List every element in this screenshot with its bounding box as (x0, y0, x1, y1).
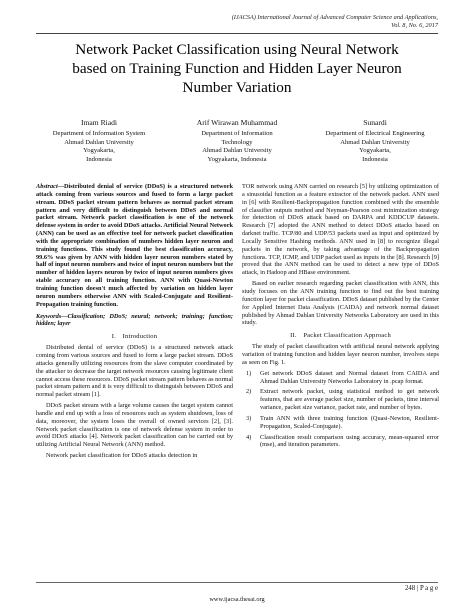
intro-paragraph-2: DDoS packet stream with a large volume causes the target system cannot handle and end up with a loss of resources such as system shutdown, loss of data, moreover, the system loses the overall of owned services [2], [3]. Network packet classification is one of network defense system in order to avoid DDoS attacks [4]. Network packet classification can be carried out by utilizing Artificial Neural Network (ANN) method. (36, 402, 233, 449)
list-item (242, 388, 439, 412)
journal-name: (IJACSA) International Journal of Advanced Computer Science and Applications, (231, 14, 438, 21)
affiliation-line: Yogyakarta, (359, 147, 391, 155)
abstract-lead: Abstract (36, 183, 58, 190)
author-name: Imam Riadi (80, 118, 118, 127)
affiliation-line: Ahmad Dahlan University (340, 138, 410, 146)
affiliation-line: Ahmad Dahlan University (64, 138, 134, 146)
title-line: based on Training Function and Hidden Layer Neuron (72, 60, 402, 77)
intro-paragraph-1: Distributed denial of service (DDoS) is a structured network attack coming from various sources and fused to form a large packet stream. DDoS attacks generally utilizing resources from the slave computer coordinated by the attacker to decrease the target network resources causing legitimate client cannot access these resources. DDoS packet stream pattern behaves as normal packet stream pattern and it is very difficult to distinguish between DDoS and normal packet stream [1]. (36, 344, 233, 399)
author-3 (306, 119, 444, 164)
approach-paragraph: The study of packet classification with artificial neural network applying variation of training function and hidden layer neuron number, involves steps as seen on Fig. 1. (242, 343, 439, 366)
step-number: 3) (246, 414, 252, 422)
affiliation-line: Yogyakarta, Indonesia (207, 155, 267, 163)
title-line: Number Variation (182, 79, 292, 96)
step-number: 2) (246, 388, 252, 396)
footer-rule (36, 582, 438, 583)
author-2 (168, 119, 306, 164)
page-number: 248 | P a g e (404, 585, 438, 592)
steps-list (242, 370, 439, 450)
author-1 (30, 119, 168, 164)
list-item (242, 434, 439, 450)
title-line: Network Packet Classification using Neural Network (75, 41, 399, 58)
related-work-paragraph: TOR network using ANN carried on research [5] by utilizing optimization of a sinusoidal function as a feature extractor of the network packet. ANN used in [6] with Resilient-Backpropagation function combined with the ensemble of classifier outputs method and Neyman-Pearson cost minimization strategy for detection of DDoS attack based on DARPA and KDDCUP datasets. Research [7] adopted the ANN method to detect DDoS attacks based on darknet traffic. TCP/80 and UDP/53 packets used as input and optimized by Locally Sensitive Hashing methods. ANN used in [8] to recognize illegal packets in the network, by taking advantage of the Backpropagation functions. TCP, ICMP, and UDP packet used as inputs in the [8]. Research [9] proved that the ANN method can be used to detect a new type of DDoS attack, in Hadoop and HBase environment. (242, 183, 439, 277)
study-focus-paragraph: Based on earlier research regarding packet classification with ANN, this study focuses on the ANN training function to find out the best training function layer for packet classification. DDoS dataset published by the Center for Applied Internet Data Analysis (CAIDA) and network normal dataset published by Ahmad Dahlan University Networks Laboratory are used in this study. (242, 280, 439, 327)
section-heading-approach: II. Packet Classification Approach (290, 332, 391, 340)
affiliation-line: Ahmad Dahlan University (202, 147, 272, 155)
step-text: Classification result comparison using accuracy, mean-squared error (mse), and iteration parameters. (260, 433, 439, 449)
affiliation-line: Department of Electrical Engineering (325, 130, 425, 138)
header-rule (36, 33, 438, 34)
journal-volume: Vol. 8, No. 6, 2017 (391, 22, 438, 29)
section-heading-introduction: I. Introduction (111, 333, 158, 341)
journal-header (232, 14, 438, 30)
affiliation-line: Indonesia (86, 155, 112, 163)
affiliation-line: Indonesia (362, 155, 388, 163)
list-item (242, 415, 439, 431)
affiliation-line: Yogyakarta, (83, 147, 115, 155)
abstract (36, 183, 233, 309)
author-name: Arif Wirawan Muhammad (196, 118, 278, 127)
journal-website[interactable]: www.ijacsa.thesai.org (209, 596, 265, 603)
author-name: Sunardi (363, 118, 387, 127)
keywords: Keywords—Classification; DDoS; neural; network; training; function; hidden; layer (36, 312, 233, 328)
affiliation-line: Technology (221, 138, 253, 146)
list-item (242, 370, 439, 386)
abstract-text: —Distributed denial of service (DDoS) is a structured network attack coming from various sources and fused to form a large packet stream. DDoS packet stream pattern behaves as normal packet stream pattern and very difficult to distinguish between DDoS and normal packet stream. Network packet classification is one of the network defense system in order to avoid DDoS attacks. Artificial Neural Network (ANN) can be used as an effective tool for network packet classification with the appropriate combination of numbers hidden layer neuron and training functions. This study found the best classification accuracy, 99.6% was given by ANN with hidden layer neuron numbers stated by half of input neuron numbers and twice of input neuron numbers but the number of hidden layers neuron by twice of input neuron numbers gives stable accuracy on all training function. ANN with Quasi-Newton training function doesn't much affected by variation on hidden layer neuron numbers otherwise ANN with Scaled-Conjugate and Resilient-Propagation training function. (36, 183, 233, 308)
affiliation-line: Department of Information System (52, 130, 146, 138)
step-number: 4) (246, 433, 252, 441)
right-column (242, 183, 439, 452)
intro-paragraph-3: Network packet classification for DDoS attacks detection in (46, 452, 198, 460)
author-block (30, 119, 444, 164)
step-text: Train ANN with three training function (Quasi-Newton, Resilient-Propagation, Scaled-Conjugate). (260, 414, 439, 430)
left-column (36, 183, 233, 463)
step-text: Get network DDoS dataset and Normal dataset from CAIDA and Ahmad Dahlan University Networks Laboratory in .pcap format. (260, 369, 439, 385)
step-text: Extract network packet, using statistical method to get network features, that are average packet size, number of packets, time interval variance, packet size variance, packet rate, and number of bytes. (260, 388, 439, 412)
affiliation-line: Department of Information (201, 130, 273, 138)
paper-title (20, 40, 454, 97)
step-number: 1) (246, 369, 252, 377)
